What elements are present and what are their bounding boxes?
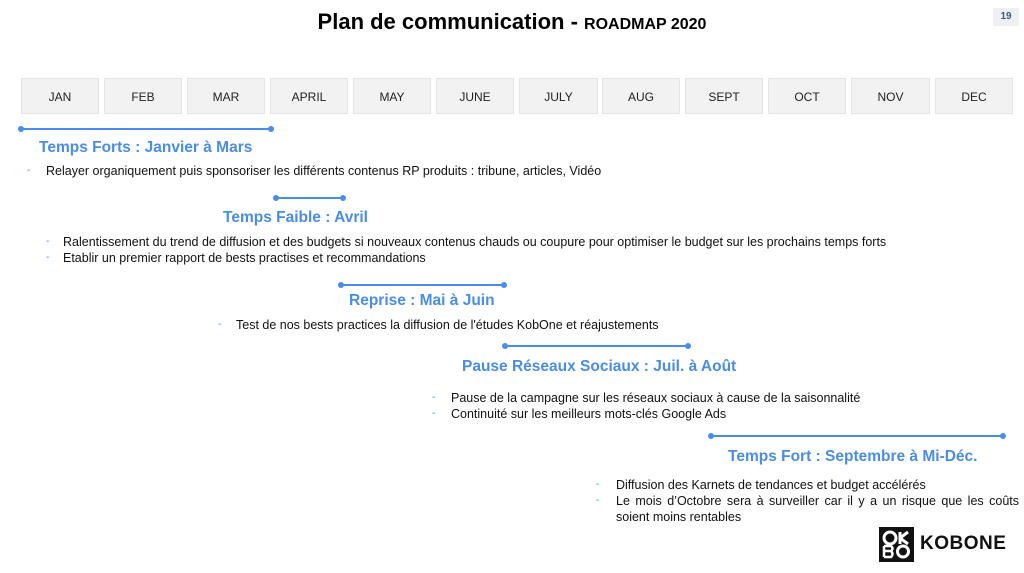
bullet-dot: - — [46, 236, 50, 247]
bullet-dot: - — [218, 319, 222, 330]
phase-3-bullet-1: - Test de nos bests practices la diffusion de l'études KobOne et réajustements — [218, 318, 659, 332]
month-jan: JAN — [21, 78, 99, 114]
phase-4-bullet-1: - Pause de la campagne sur les réseaux sociaux à cause de la saisonnalité — [432, 391, 861, 405]
month-june: JUNE — [436, 78, 514, 114]
title-main: Plan de communication - — [317, 9, 585, 34]
phase-4-bullet-2: - Continuité sur les meilleurs mots-clés Google Ads — [432, 407, 727, 421]
month-aug: AUG — [602, 78, 680, 114]
phase-5-title: Temps Fort : Septembre à Mi-Déc. — [728, 448, 978, 465]
slide-title — [0, 9, 1024, 35]
month-april: APRIL — [270, 78, 348, 114]
title-sub: ROADMAP 2020 — [584, 16, 707, 33]
month-mar: MAR — [187, 78, 265, 114]
bullet-dot: - — [432, 392, 436, 403]
phase-1-title: Temps Forts : Janvier à Mars — [39, 139, 253, 156]
month-july: JULY — [519, 78, 598, 114]
phase-1-bullet-1: - Relayer organiquement puis sponsoriser les différents contenus RP produits : tribune, articles, Vidéo — [27, 164, 602, 178]
month-oct: OCT — [768, 78, 846, 114]
month-may: MAY — [353, 78, 431, 114]
phase-2-title: Temps Faible : Avril — [223, 209, 368, 226]
phase-2-bullet-2: - Etablir un premier rapport de bests practises et recommandations — [46, 251, 426, 265]
timeline-bar-phase-4 — [505, 345, 688, 347]
page-number: 19 — [993, 8, 1019, 26]
month-nov: NOV — [851, 78, 930, 114]
bullet-dot: - — [432, 408, 436, 419]
bullet-dot: - — [46, 252, 50, 263]
timeline-bar-phase-3 — [341, 284, 504, 286]
phase-5-bullet-2: - Le mois d’Octobre sera à surveiller car il y a un risque que les coûts soient moins rentables — [596, 494, 1019, 524]
kobone-logo — [879, 527, 1006, 561]
kobone-logo-text: KOBONE — [920, 533, 1007, 554]
timeline-bar-phase-1 — [21, 128, 271, 130]
bullet-dot: - — [596, 495, 600, 506]
phase-2-bullet-1: - Ralentissement du trend de diffusion et des budgets si nouveaux contenus chauds ou coupure pour optimiser le budget sur les prochains temps forts — [46, 235, 887, 249]
month-dec: DEC — [935, 78, 1013, 114]
bullet-dot: - — [596, 479, 600, 490]
timeline-bar-phase-5 — [711, 435, 1003, 437]
kobone-logo-mark-icon — [879, 527, 914, 562]
phase-3-title: Reprise : Mai à Juin — [349, 292, 495, 309]
month-sept: SEPT — [685, 78, 763, 114]
phase-4-title: Pause Réseaux Sociaux : Juil. à Août — [462, 358, 737, 375]
timeline-bar-phase-2 — [276, 197, 343, 199]
bullet-dot: - — [27, 165, 31, 176]
phase-5-bullet-1: - Diffusion des Karnets de tendances et budget accélérés — [596, 478, 926, 492]
month-feb: FEB — [104, 78, 182, 114]
